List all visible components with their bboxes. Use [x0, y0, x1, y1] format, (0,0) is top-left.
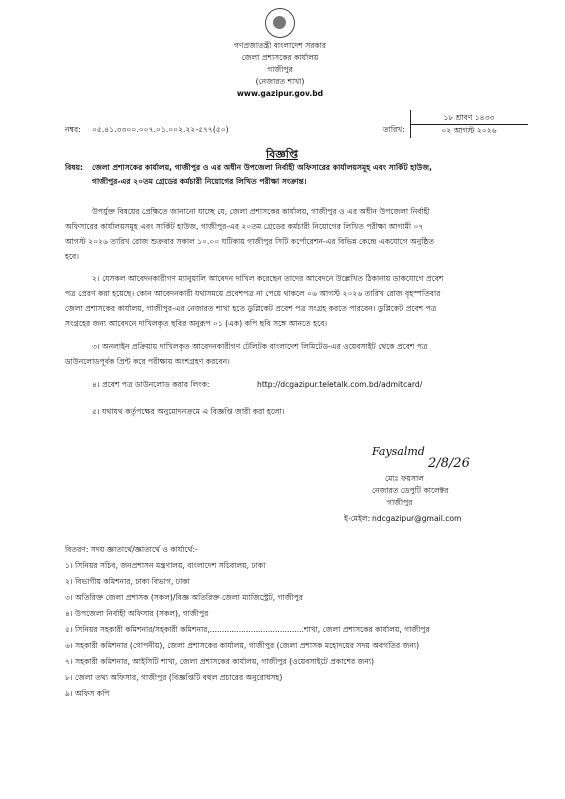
distribution-item-9: ৯। অফিস কপি [65, 689, 110, 698]
admit-card-link[interactable]: http://dcgazipur.teletalk.com.bd/admitcard/ [257, 380, 423, 389]
government-seal-logo [265, 8, 295, 38]
header-government: গণপ্রজাতন্ত্রী বাংলাদেশ সরকার [233, 41, 327, 50]
signature-scrawl: Faysalmd [372, 445, 425, 458]
para-1-line-3: আগস্ট ২০২৬ তারিখ রোজ শুক্রবার সকাল ১০.০০ ঘটিকায় গাজীপুর সিটি কর্পোরেশন-এর বিভিন্ন কেন্দ্রে একযোগে অনুষ্ঠিত [65, 237, 435, 246]
distribution-item-6: ৬। সহকারী কমিশনার (গোপনীয়), জেলা প্রশাসকের কার্যালয়, গাজীপুর (জেলা প্রশাসক মহোদয়ের সদয় অবগতির জন্য) [65, 641, 420, 650]
para-2-line-1: ২। যেসকল আবেদনকারীগণ ম্যানুয়ালি আবেদন দাখিল করেছেন তাদের আবেদনে উল্লেখিত ঠিকানায় ডাকযোগে প্রবেশ [92, 274, 444, 283]
para-1-line-1: উপর্যুক্ত বিষয়ের প্রেক্ষিতে জানানো যাচ্ছে যে, জেলা প্রশাসকের কার্যালয়, গাজীপুর ও এর অধীন উপজেলা নির্বাহী [92, 207, 430, 216]
para-2-line-2: পত্র প্রেরণ করা হয়েছে। কোন আবেদনকারী যথাসময়ে প্রবেশপত্র না পেয়ে থাকলে ০৬ আগস্ট ২০২৬ তারিখ রোজ বৃহস্পতিবার [65, 289, 441, 298]
signature-date: 2/8/26 [428, 456, 470, 471]
subject-line-1: জেলা প্রশাসকের কার্যালয়, গাজীপুর ও এর অধীন উপজেলা নির্বাহী অফিসারের কার্যালয়সমূহ এবং সার্কিট হাউজ, [92, 163, 433, 172]
date-divider [410, 124, 528, 125]
distribution-item-7: ৭। সহকারী কমিশনার, আইসিটি শাখা, জেলা প্রশাসকের কার্যালয়, গাজীপুর (ওয়েবসাইটে প্রকাশের জন্য) [65, 657, 375, 666]
para-2-line-3: জেলা প্রশাসকের কার্যালয়, গাজীপুর-এর নেজারত শাখা হতে ডুপ্লিকেট প্রবেশ পত্র সংগ্রহ করতে পারবেন। ডুপ্লিকেট প্রবেশ পত্র [65, 304, 437, 313]
subject-line-2: গাজীপুর-এর ২০তম গ্রেডের কর্মচারী নিয়োগের লিখিত পরীক্ষা সংক্রান্ত। [92, 177, 307, 186]
header-office: জেলা প্রশাসকের কার্যালয় [241, 53, 319, 62]
subject-label: বিষয়: [65, 163, 84, 172]
signatory-name: মোঃ ফয়সাল [385, 474, 424, 483]
memo-number: ০৫.৪১.৩৩০০.০০৭.০১.০০২.২২-৫৭৭(৫০) [92, 125, 229, 134]
distribution-item-2: ২। বিভাগীয় কমিশনার, ঢাকা বিভাগ, ঢাকা [65, 577, 190, 586]
header-section: (নেজারত শাখা) [255, 77, 305, 86]
para-3-line-1: ৩। অনলাইন প্রক্রিয়ায় দাখিলকৃত আবেদনকারীগণ টেলিটক বাংলাদেশ লিমিটেড-এর ওয়েবসাইট থেকে প্রবেশ পত্র [92, 342, 428, 351]
para-1-line-2: অফিসারের কার্যালয়সমূহ এবং সার্কিট হাউজ, গাজীপুর-এর ২০তম গ্রেডের কর্মচারী নিয়োগের লিখিত পরীক্ষা আগামী ০৭ [65, 222, 424, 231]
para-5: ৫। যথাযথ কর্তৃপক্ষের অনুমোদনক্রমে এ বিজ্ঞপ্তি জারী করা হলো। [92, 407, 285, 416]
email-label: ই-মেইল: [344, 514, 371, 523]
email-address[interactable]: ndcgazipur@gmail.com [372, 514, 462, 523]
header-district: গাজীপুর [267, 65, 293, 74]
distribution-heading: বিতরণ: সদয় জ্ঞাতার্থে/জ্ঞাতার্থে ও কার্যার্থে:- [65, 545, 198, 554]
signatory-place: গাজীপুর [387, 498, 413, 507]
distribution-item-1: ১। সিনিয়র সচিব, জনপ্রশাসন মন্ত্রণালয়, বাংলাদেশ সচিবালয়, ঢাকা [65, 561, 266, 570]
distribution-item-8: ৮। জেলা তথ্য অফিসার, গাজীপুর (বিজ্ঞপ্তিটি বহুল প্রচারের অনুরোধসহ) [65, 673, 283, 682]
distribution-item-4: ৪। উপজেলা নির্বাহী অফিসার (সকল), গাজীপুর [65, 609, 209, 618]
distribution-item-5: ৫। সিনিয়র সহকারী কমিশনার/সহকারী কমিশনার,.......................................শাখা, জেলা প্রশাসকের কার্যালয়, গাজীপুর [65, 625, 430, 634]
para-4-label: ৪। প্রবেশ পত্র ডাউনলোড করার লিংক: [92, 380, 210, 389]
header-website[interactable]: www.gazipur.gov.bd [236, 89, 324, 98]
para-2-line-4: সংগ্রহের জন্য আবেদনে দাখিলকৃত ছবির অনুরূপ ০১ (এক) কপি ছবি সঙ্গে আনতে হবে। [65, 319, 328, 328]
notice-title: বিজ্ঞপ্তি [266, 148, 298, 161]
distribution-item-3: ৩। অতিরিক্ত জেলা প্রশাসক (সকল)/বিজ্ঞ অতিরিক্ত জেলা ম্যাজিস্ট্রেট, গাজীপুর [65, 593, 304, 602]
signatory-designation: নেজারত ডেপুটি কালেক্টর [372, 486, 449, 495]
para-1-line-4: হবে। [65, 252, 79, 261]
date-bangla: ১৮ শ্রাবণ ১৪৩৩ [443, 113, 495, 122]
date-label: তারিখ: [383, 125, 405, 134]
memo-number-label: নম্বর: [65, 125, 81, 134]
date-english: ০২ আগস্ট ২০২৬ [441, 126, 497, 135]
para-3-line-2: ডাউনলোডপূর্বক প্রিন্ট করে পরীক্ষায় অংশগ্রহণ করবেন। [65, 357, 230, 366]
